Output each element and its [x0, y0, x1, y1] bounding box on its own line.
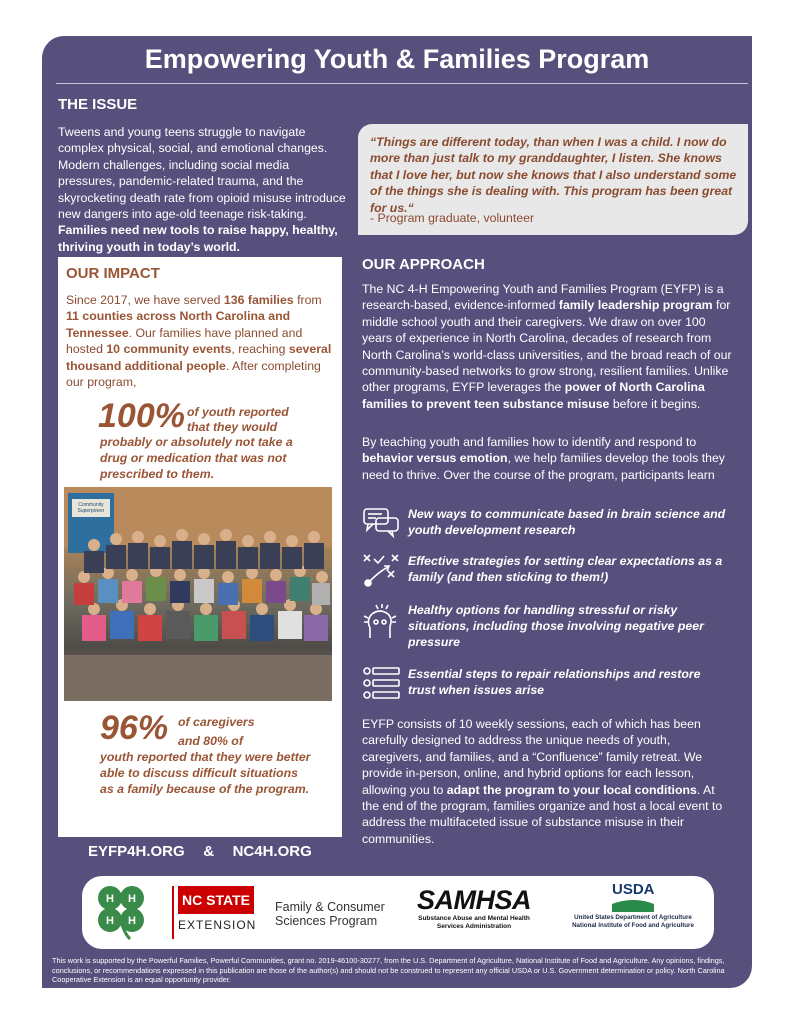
impact-counties: 11 counties across North Carolina and Tennessee	[66, 309, 291, 340]
approach-emphasis-2: power of North Carolina families to prevent teen substance misuse	[362, 380, 705, 411]
learning-item-text: Essential steps to repair relationships and restore trust when issues arise	[408, 667, 701, 697]
learning-item	[362, 553, 742, 589]
stat-96-line1: of caregivers	[178, 715, 255, 729]
samhsa-wordmark: SAMHSA	[416, 885, 531, 915]
impact-families: 136 families	[223, 293, 294, 307]
samhsa-sub2: Services Administration	[436, 923, 512, 930]
4h-clover-logo	[90, 881, 152, 948]
impact-people: several thousand additional people	[66, 342, 332, 373]
svg-text:H: H	[128, 915, 136, 927]
group-photo	[64, 487, 332, 701]
testimonial-quote: “Things are different today, than when I was a child. I now do more than just talk to my granddaughter, I listen. She knows that I love her, but now she knows that I also understand some of the things she is dealing with. This program has been great for us.“	[370, 135, 737, 215]
title-divider	[56, 83, 748, 84]
impact-body	[66, 292, 338, 390]
extension-wordmark: EXTENSION	[178, 918, 257, 932]
checklist-icon	[362, 666, 402, 702]
approach-emphasis-3: behavior versus emotion	[362, 451, 508, 466]
approach-text-2c: , we help families develop the tools they need to thrive. Over the course of the program, participants learn	[362, 451, 725, 482]
approach-text-1e: before it begins.	[612, 396, 701, 411]
chat-bubbles-icon	[362, 506, 402, 542]
svg-text:H: H	[106, 915, 114, 927]
learning-item-text: New ways to communicate based in brain science and youth development research	[408, 507, 726, 537]
samhsa-sub1: Substance Abuse and Mental Health	[418, 915, 530, 922]
approach-text-1c: for middle school youth and their caregivers. We draw on over 100 years of experience in North Carolina, decades of research from North Carolina’s world-class universities, and the broad reach of our community-based networks to grow strong, resilient families. Unlike other programs, EYFP leverages the	[362, 298, 732, 395]
link-eyfp4h[interactable]: EYFP4H.ORG	[88, 843, 185, 860]
link-nc4h[interactable]: NC4H.ORG	[232, 843, 312, 860]
issue-body	[58, 124, 348, 255]
usda-nifa-logo	[560, 881, 706, 930]
approach-text-3a: EYFP consists of 10 weekly sessions, each of which has been carefully designed to address the unique needs of youth, caregivers, and families, and a “Confluence” family retreat. We provide in-person, online, and hybrid options for each lesson, allowing you to	[362, 717, 703, 797]
ncstate-extension-logo	[172, 886, 256, 939]
logo-bar	[82, 876, 714, 949]
impact-text-4: , reaching	[231, 342, 286, 357]
fcs-program-label	[275, 900, 385, 928]
impact-heading: OUR IMPACT	[66, 265, 160, 282]
approach-paragraph-3	[362, 716, 732, 847]
stat-100-value: 100%	[98, 397, 185, 435]
page-title: Empowering Youth & Families Program	[144, 44, 650, 74]
strategy-play-icon	[362, 553, 402, 589]
usda-sub2: National Institute of Food and Agriculture	[572, 922, 694, 929]
approach-paragraph-2	[362, 434, 732, 483]
usda-emblem	[612, 882, 654, 912]
stat-96-value: 96%	[100, 709, 169, 747]
group-photo-art	[64, 487, 332, 701]
grant-footnote: This work is supported by the Powerful Families, Powerful Communities, grant no. 2019-46100-30277, from the U.S. Department of Agriculture, National Institute of Food and Agriculture. Any opinions, findings, conclusions, or recommendations expressed in this publication are those of the author(s) and should not be construed to represent any official USDA or U.S. Government determination or policy. North Carolina Cooperative Extension is an equal opportunity provider.	[52, 956, 725, 984]
impact-text-1: Since 2017, we have served	[66, 293, 221, 307]
website-links	[88, 843, 312, 860]
approach-heading: OUR APPROACH	[362, 256, 485, 273]
fcs-line2: Sciences Program	[275, 914, 378, 928]
approach-text-1a: The NC 4-H Empowering Youth and Families Program (EYFP) is a research-based, evidence-informed	[362, 282, 724, 313]
usda-sub1: United States Department of Agriculture	[574, 914, 692, 921]
impact-events: 10 community events	[106, 342, 232, 357]
impact-text-2: from	[297, 293, 322, 307]
learning-item	[362, 602, 742, 650]
approach-text-3c: . At the end of the program, families organize and host a local event to address the multifaceted issue of substance misuse in their communities.	[362, 782, 723, 846]
svg-text:H: H	[128, 893, 136, 905]
approach-paragraph-1	[362, 281, 732, 412]
approach-text-2a: By teaching youth and families how to identify and respond to	[362, 435, 697, 449]
stat-96-line2: and 80% of	[178, 734, 243, 748]
issue-text: Tweens and young teens struggle to navigate complex physical, social, and emotional changes. Modern challenges, including social media pressures, pandemic-related trauma, and the skyrocketing death rate from opioid misuse introduce new dangers into age-old teenage risk-taking.	[58, 125, 346, 222]
fcs-line1: Family & Consumer	[275, 900, 385, 914]
samhsa-logo	[408, 885, 540, 931]
stat-100-description: probably or absolutely not take a drug or medication that was not prescribed to them.	[100, 435, 293, 481]
usda-wordmark: USDA	[612, 881, 655, 898]
stat-100-line1: of youth reported	[187, 405, 289, 419]
links-ampersand: &	[203, 843, 215, 860]
impact-text-5: . After completing our program,	[66, 358, 321, 390]
issue-emphasis: Families need new tools to raise happy, healthy, thriving youth in today’s world.	[58, 223, 338, 254]
learning-item	[362, 666, 742, 702]
issue-heading: THE ISSUE	[58, 96, 138, 113]
learning-item-text: Healthy options for handling stressful or risky situations, including those involving negative peer pressure	[408, 603, 704, 649]
ncstate-wordmark: NC STATE	[178, 886, 254, 914]
photo-sign-text: Community Superpower	[77, 502, 105, 514]
stat-96-description: youth reported that they were better able to discuss difficult situations as a family because of the program.	[100, 750, 311, 796]
quote-attribution: - Program graduate, volunteer	[370, 211, 535, 225]
learning-item-text: Effective strategies for setting clear expectations as a family (and then sticking to them!)	[408, 554, 723, 584]
stress-head-icon	[362, 602, 402, 638]
approach-emphasis-1: family leadership program	[558, 298, 713, 313]
learning-item	[362, 506, 742, 542]
approach-emphasis-4: adapt the program to your local conditions	[446, 782, 697, 797]
impact-text-3: . Our families have planned and hosted	[66, 325, 303, 357]
svg-text:H: H	[106, 893, 114, 905]
stat-100-line2: that they would	[187, 420, 278, 434]
